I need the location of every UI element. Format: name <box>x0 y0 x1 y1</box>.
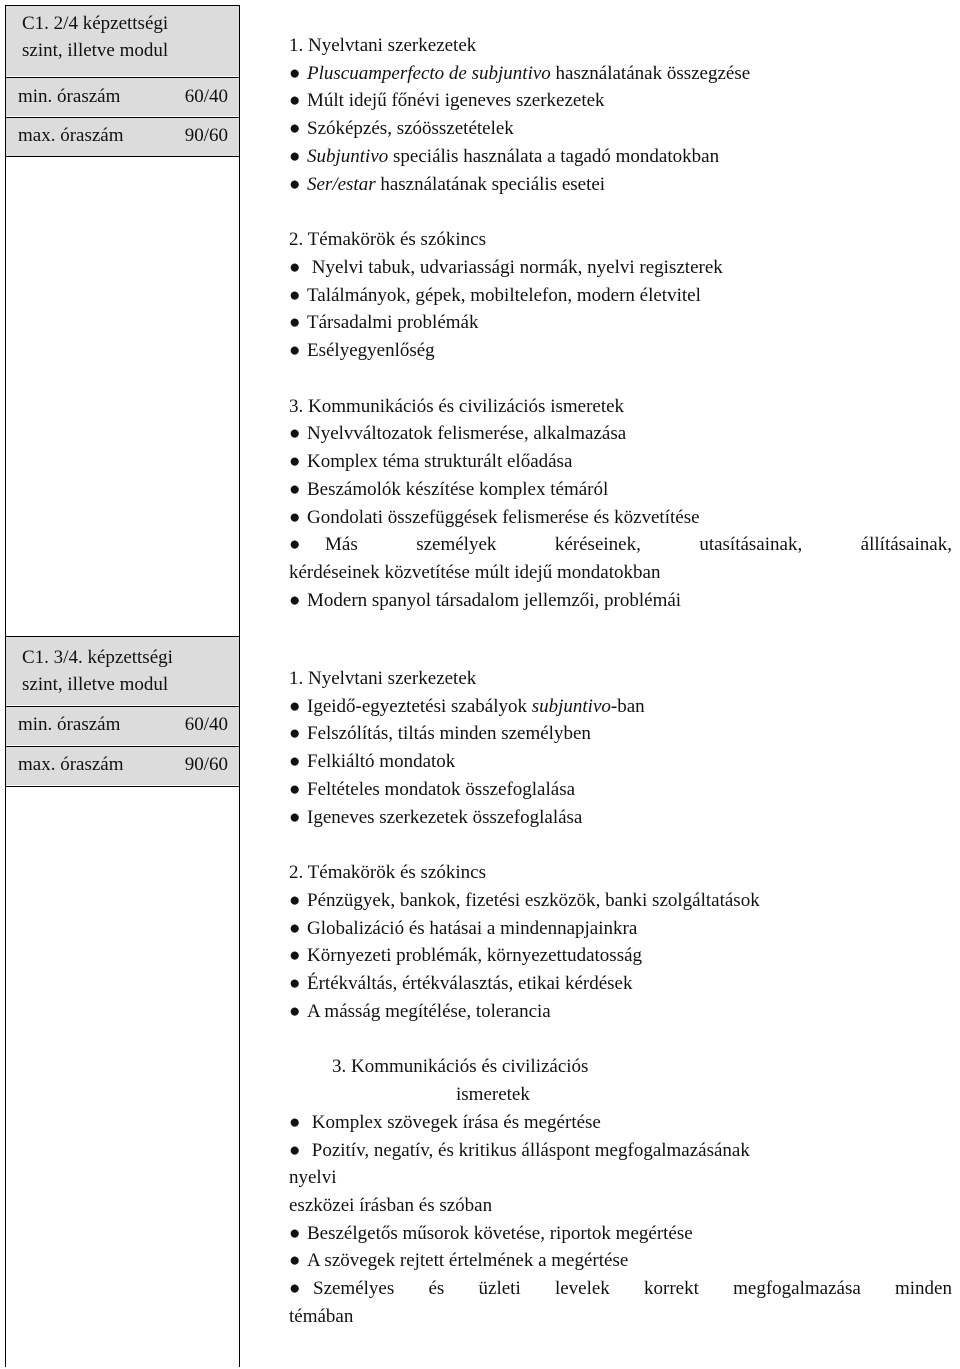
item-text-part: korrekt <box>644 1278 699 1300</box>
module-content-2 <box>289 665 952 1358</box>
column-divider <box>239 5 240 1367</box>
max-hours-label: max. óraszám <box>18 754 124 775</box>
item-text: Szóképzés, szóösszetételek <box>307 118 514 140</box>
list-item-continuation <box>289 1192 952 1220</box>
item-text: Találmányok, gépek, mobiltelefon, modern életvitel <box>307 284 701 306</box>
item-text-part: állításainak, <box>860 534 952 556</box>
bullet-icon: ● <box>289 806 301 828</box>
bullet-icon: ● <box>289 534 301 556</box>
item-text: Múlt idejű főnévi igeneves szerkezetek <box>307 90 605 112</box>
list-item <box>289 254 952 282</box>
bullet-icon: ● <box>289 589 301 611</box>
item-text: Pénzügyek, bankok, fizetési eszközök, banki szolgáltatások <box>307 889 760 911</box>
item-text: Beszélgetős műsorok követése, riportok megértése <box>307 1222 693 1244</box>
section-heading: 1. Nyelvtani szerkezetek <box>289 35 477 56</box>
section-topics <box>289 859 952 1025</box>
list-item <box>289 998 952 1026</box>
list-item <box>289 282 952 310</box>
item-text-part: megfogalmazása <box>733 1278 861 1300</box>
item-text-part: levelek <box>554 1278 610 1300</box>
item-text-part: üzleti <box>478 1278 521 1300</box>
item-text-part: Más <box>325 534 358 556</box>
item-text: nyelvi <box>289 1167 337 1189</box>
bullet-icon: ● <box>289 1139 301 1161</box>
list-item-continuation <box>289 1164 952 1192</box>
min-hours-row <box>18 711 228 738</box>
list-item <box>289 915 952 943</box>
bullet-icon: ● <box>289 945 301 967</box>
bullet-icon: ● <box>289 1111 301 1133</box>
item-text: témában <box>289 1305 354 1327</box>
section-grammar <box>289 665 952 831</box>
list-item <box>289 1275 952 1303</box>
list-item <box>289 115 952 143</box>
list-item <box>289 337 952 365</box>
item-text: Pozitív, negatív, és kritikus álláspont megfogalmazásának <box>307 1139 750 1161</box>
bullet-icon: ● <box>289 889 301 911</box>
item-text-part: minden <box>895 1278 952 1300</box>
bullet-icon: ● <box>289 478 301 500</box>
list-item <box>289 87 952 115</box>
item-text-part: kéréseinek, <box>554 534 641 556</box>
bullet-icon: ● <box>289 973 301 995</box>
section-heading: 3. Kommunikációs és civilizációs <box>332 1056 589 1078</box>
list-item <box>289 504 952 532</box>
row-line <box>5 156 240 157</box>
item-text: Beszámolók készítése komplex témáról <box>307 478 609 500</box>
max-hours-value: 90/60 <box>184 754 228 775</box>
item-text: Igeneves szerkezetek összefoglalása <box>307 806 583 828</box>
list-item <box>289 143 952 171</box>
item-italic: subjuntivo <box>531 695 611 717</box>
list-item <box>289 1109 952 1137</box>
left-border <box>5 5 6 1367</box>
bullet-icon: ● <box>289 173 301 195</box>
item-text-part: Személyes <box>313 1278 395 1300</box>
module-title-line1: C1. 3/4. képzettségi <box>22 647 173 668</box>
list-item <box>289 476 952 504</box>
list-item <box>289 1137 952 1165</box>
item-italic: Ser/estar <box>307 173 376 195</box>
item-text: Nyelvi tabuk, udvariassági normák, nyelvi regiszterek <box>307 256 723 278</box>
row-line <box>5 706 240 707</box>
row-line <box>5 77 240 78</box>
module-title-line2: szint, illetve modul <box>22 674 169 695</box>
min-hours-label: min. óraszám <box>18 714 121 735</box>
bullet-icon: ● <box>289 751 301 773</box>
list-item <box>289 420 952 448</box>
section-topics <box>289 226 952 365</box>
bullet-icon: ● <box>289 284 301 306</box>
min-hours-value: 60/40 <box>184 714 228 735</box>
item-text-part: utasításainak, <box>699 534 803 556</box>
item-text-part: személyek <box>416 534 497 556</box>
min-hours-label: min. óraszám <box>18 86 121 107</box>
bullet-icon: ● <box>289 778 301 800</box>
item-text: eszközei írásban és szóban <box>289 1194 493 1216</box>
item-text: használatának összegzése <box>550 62 751 84</box>
max-hours-label: max. óraszám <box>18 125 124 146</box>
item-text: Globalizáció és hatásai a mindennapjainkra <box>307 917 638 939</box>
max-hours-row <box>18 122 228 149</box>
list-item-continuation <box>289 559 952 587</box>
item-italic: Pluscuamperfecto de subjuntivo <box>307 62 551 84</box>
section-heading: 1. Nyelvtani szerkezetek <box>289 668 477 689</box>
item-text: Esélyegyenlőség <box>307 340 435 362</box>
bullet-icon: ● <box>289 145 301 167</box>
section-heading: 2. Témakörök és szókincs <box>289 862 486 884</box>
list-item <box>289 720 952 748</box>
bullet-icon: ● <box>289 62 301 84</box>
list-item <box>289 171 952 199</box>
section-grammar <box>289 32 952 198</box>
bullet-icon: ● <box>289 118 301 140</box>
list-item <box>289 60 952 88</box>
list-item <box>289 693 952 721</box>
item-text: használatának speciális esetei <box>375 173 606 195</box>
item-text: Társadalmi problémák <box>307 312 479 334</box>
bullet-icon: ● <box>289 1278 301 1300</box>
list-item <box>289 1220 952 1248</box>
section-heading: 2. Témakörök és szókincs <box>289 229 486 251</box>
list-item <box>289 776 952 804</box>
max-hours-value: 90/60 <box>184 125 228 146</box>
item-text: Környezeti problémák, környezettudatosság <box>307 945 643 967</box>
section-communication <box>289 1053 952 1330</box>
bullet-icon: ● <box>289 723 301 745</box>
min-hours-row <box>18 83 228 110</box>
bullet-icon: ● <box>289 90 301 112</box>
item-text: speciális használata a tagadó mondatokban <box>388 145 720 167</box>
list-item <box>289 448 952 476</box>
item-text: Értékváltás, értékválasztás, etikai kérdések <box>307 973 633 995</box>
row-line <box>5 786 240 787</box>
list-item <box>289 804 952 832</box>
section-heading: 3. Kommunikációs és civilizációs ismeretek <box>289 395 625 417</box>
item-text: -ban <box>610 695 645 717</box>
module-title-line2: szint, illetve modul <box>22 40 169 61</box>
item-text: Nyelvváltozatok felismerése, alkalmazása <box>307 423 627 445</box>
list-item-continuation <box>289 1303 952 1331</box>
row-line <box>5 746 240 747</box>
module-title-line1: C1. 2/4 képzettségi <box>22 13 169 34</box>
list-item <box>289 748 952 776</box>
max-hours-row <box>18 751 228 778</box>
module-content-1 <box>289 32 952 642</box>
top-border <box>5 5 240 6</box>
bullet-icon: ● <box>289 1000 301 1022</box>
bullet-icon: ● <box>289 451 301 473</box>
section-heading-cont: ismeretek <box>456 1084 530 1106</box>
item-text: Feltételes mondatok összefoglalása <box>307 778 576 800</box>
bullet-icon: ● <box>289 423 301 445</box>
item-text: Komplex szövegek írása és megértése <box>307 1111 601 1133</box>
item-text: A másság megítélése, tolerancia <box>307 1000 551 1022</box>
item-text: Gondolati összefüggések felismerése és közvetítése <box>307 506 700 528</box>
list-item <box>289 1247 952 1275</box>
item-text: Felszólítás, tiltás minden személyben <box>307 723 591 745</box>
bullet-icon: ● <box>289 1222 301 1244</box>
item-text: Felkiáltó mondatok <box>307 751 456 773</box>
item-text: Modern spanyol társadalom jellemzői, problémái <box>307 589 682 611</box>
list-item <box>289 309 952 337</box>
list-item <box>289 531 952 559</box>
list-item <box>289 970 952 998</box>
item-text: kérdéseinek közvetítése múlt idejű mondatokban <box>289 561 661 583</box>
item-text-part: és <box>428 1278 445 1300</box>
bullet-icon: ● <box>289 506 301 528</box>
list-item <box>289 942 952 970</box>
row-line <box>5 636 240 637</box>
item-text: Komplex téma strukturált előadása <box>307 451 573 473</box>
bullet-icon: ● <box>289 1250 301 1272</box>
bullet-icon: ● <box>289 695 301 717</box>
item-italic: Subjuntivo <box>307 145 389 167</box>
min-hours-value: 60/40 <box>184 86 228 107</box>
item-text: A szövegek rejtett értelmének a megértése <box>307 1250 629 1272</box>
row-line <box>5 117 240 118</box>
item-text: Igeidő-egyeztetési szabályok <box>307 695 532 717</box>
list-item <box>289 887 952 915</box>
bullet-icon: ● <box>289 256 301 278</box>
bullet-icon: ● <box>289 917 301 939</box>
list-item <box>289 587 952 615</box>
bullet-icon: ● <box>289 312 301 334</box>
section-communication <box>289 393 952 615</box>
bullet-icon: ● <box>289 340 301 362</box>
